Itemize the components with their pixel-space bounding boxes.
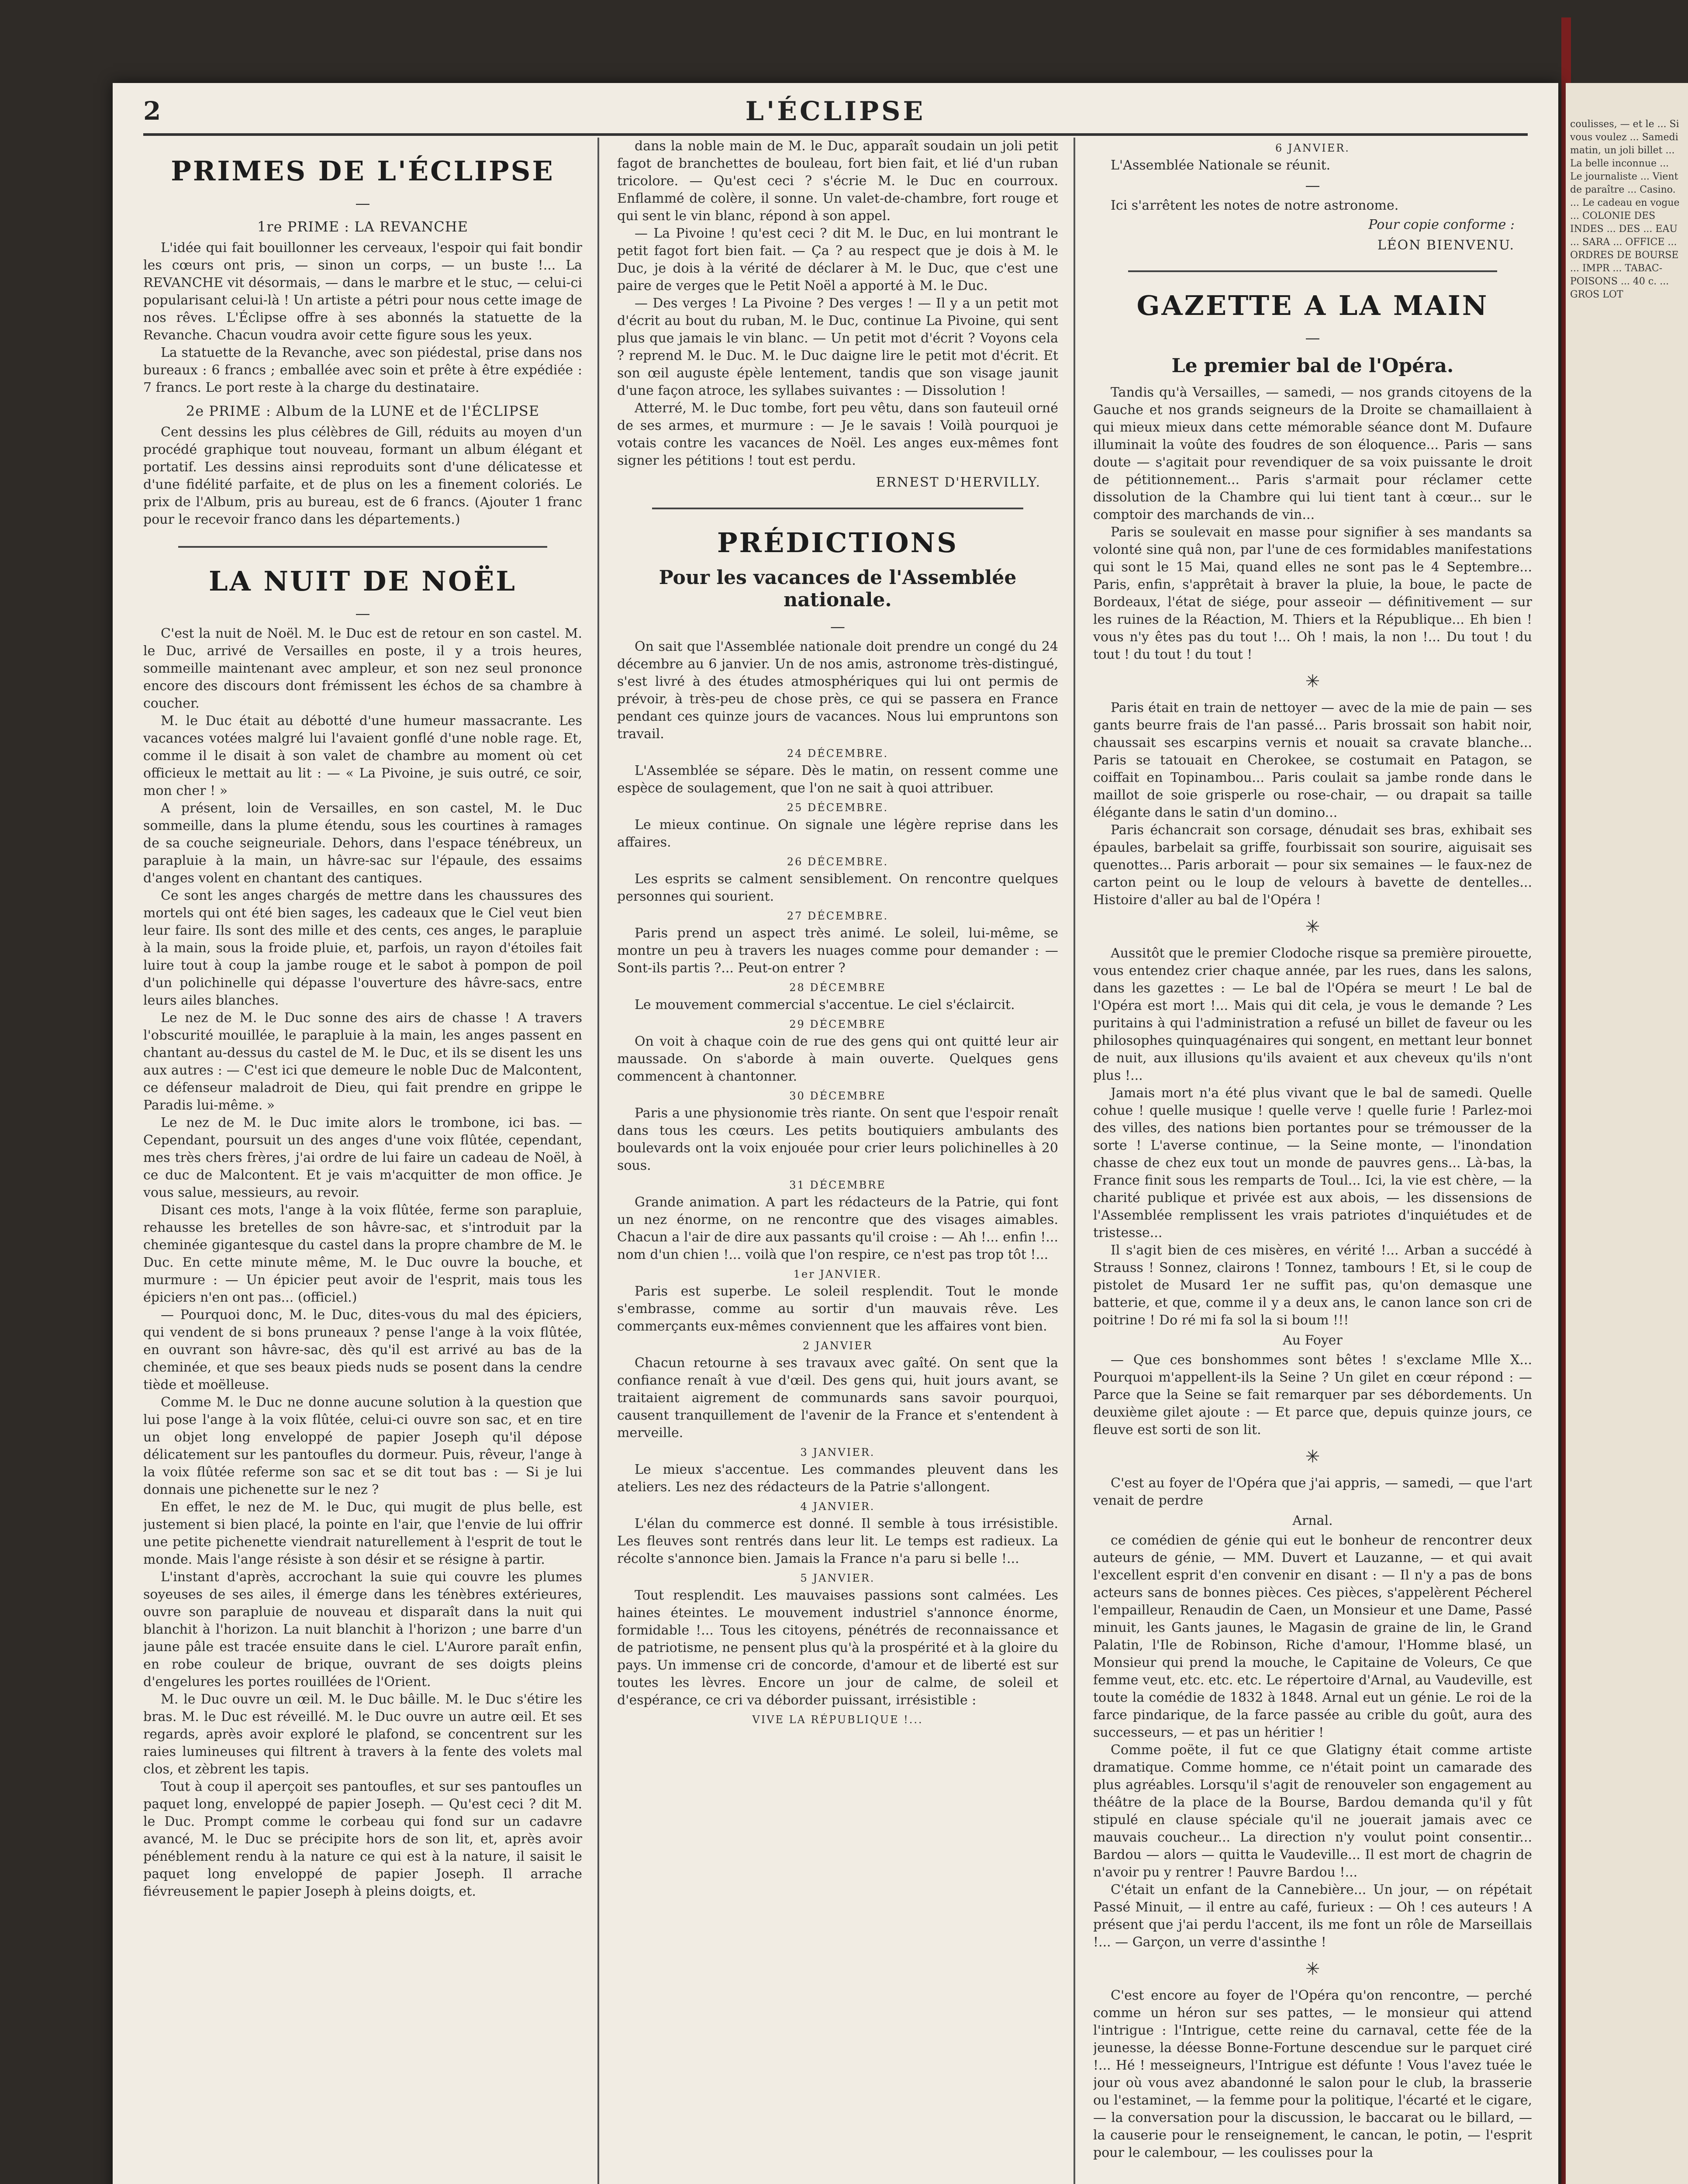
paragraph: Les esprits se calment sensiblement. On rencontre quelques personnes qui sourient. [617,871,1058,904]
paragraph: Il s'agit bien de ces misères, en vérité !... Arban a succédé à Strauss ! Sonnez, clairons ! Tonnez, tambours ! Et, si le coup de pistolet de Musard 1er ne suffit pas, qu'on demasque une batterie, et que, comme il y a deux ans, le canon lance son cri de poitrine ! Do ré mi fa sol la si boum !!! [1093,1243,1532,1328]
paragraph: — Des verges ! La Pivoine ? Des verges ! — Il y a un petit mot d'écrit au bout du ruban, M. le Duc, continue La Pivoine, qui sent plus que jamais le vin blanc. — Un petit mot d'écrit ? Voyons cela ? reprend M. le Duc. M. le Duc daigne lire le petit mot d'écrit. Et son œil auguste épèle lentement, tandis que son visage jaunit d'une façon atroce, les syllabes suivantes : — Dissolution ! [617,296,1058,398]
separator [1128,270,1497,272]
paragraph: L'idée qui fait bouillonner les cerveaux, l'espoir qui fait bondir les cœurs ont pris, — sinon un corps, — un buste !... La REVANCHE vit désormais, — dans le marbre et le stuc, — celui-ci popularisant celui-là ! Un artiste a pétri pour nous cette image de nos rêves. L'Éclipse offre à ses abonnés la statuette de la Revanche. Chacun voudra avoir cette figure sous les yeux. [143,240,582,343]
paragraph: Paris échancrait son corsage, dénudait ses bras, exhibait ses épaules, barbelait sa griffe, fourbissait son sourire, aiguisait ses quenottes... Paris arborait — pour six semaines — le faux-nez de carton peint ou le loup de velours à bavette de dentelles... Histoire d'aller au bal de l'Opéra ! [1093,822,1532,908]
signature: ERNEST D'HERVILLY. [876,475,1041,490]
paragraph: Paris a une physionomie très riante. On sent que l'espoir renaît dans tous les cœurs. Les petits boutiquiers ambulants des boulevards ont la voix enjouée pour crier leurs polichinelles à 20 sous. [617,1106,1058,1173]
paragraph: Paris était en train de nettoyer — avec de la mie de pain — ses gants beurre frais de l'an passé... Paris brossait son habit noir, chaussait ses escarpins vernis et nouait sa cravate blanche... Paris se tatouait en Cherokee, se costumait en Patagon, se coiffait en Topinambou... Paris coulait sa jambe ronde dans le maillot de soie grisperle ou rose-chair, — ou drapait sa taille élégante dans le satin d'un domino... [1093,700,1532,820]
paragraph: ce comédien de génie qui eut le bonheur de rencontrer deux auteurs de génie, — MM. Duvert et Lauzanne, — et qui avait l'excellent esprit d'en convenir en disant : — Il n'y a pas de bons acteurs sans de bonnes pièces. Ces pièces, s'appelèrent Pécherel l'empailleur, Renaudin de Caen, un Monsieur et une Dame, Passé minuit, les Gants jaunes, le Magasin de graine de lin, le Grand Palatin, l'Ile de Robinson, Riche d'amour, l'Homme blasé, un Monsieur qui prend la mouche, le Capitaine de Voleurs, Ce que femme veut, etc. etc. etc. Le répertoire d'Arnal, au Vaudeville, est toute la comédie de 1832 à 1848. Arnal eut un génie. Le roi de la farce pindarique, de la farce passée au crible du goût, aura des successeurs, — et pas un héritier ! [1093,1533,1532,1740]
date-heading: 25 DÉCEMBRE. [787,802,889,814]
dash: — [1305,329,1320,347]
paragraph: L'élan du commerce est donné. Il semble à tous irrésistible. Les fleuves sont rentrés dans leur lit. Le temps est radieux. La récolte s'annonce bien. Jamais la France n'a paru si belle !... [617,1516,1058,1566]
column-rule [597,138,599,2184]
dash: — [1305,177,1320,194]
paragraph: — Que ces bonshommes sont bêtes ! s'exclame Mlle X... Pourquoi m'appellent-ils la Seine ? Un gilet en cœur répond : — Parce que la Seine se fait remarquer par ses débordements. Un deuxième gilet ajoute : — Et parce que, depuis quinze jours, ce fleuve est sorti de son lit. [1093,1352,1532,1438]
paragraph: Tandis qu'à Versailles, — samedi, — nos grands citoyens de la Gauche et nos grands seigneurs de la Droite se chamaillaient à qui mieux mieux dans cette mémorable séance dont M. Dufaure illuminait la voûte des foudres de son éloquence... Paris — sans doute — s'agitait pour revendiquer de sa voix puissante le droit de pétitionnement... Paris s'armait pour réclamer cette dissolution de la Chambre qui lui tient tant à cœur... sur le comptoir des marchands de vin... [1093,385,1532,522]
paragraph: Tout resplendit. Les mauvaises passions sont calmées. Les haines éteintes. Le mouvement industriel s'annonce énorme, formidable !... Tous les citoyens, pénétrés de reconnaissance et de patriotisme, ne pensent plus qu'à la prospérité et à la gloire du pays. Un immense cri de concorde, d'amour et de liberté est sur toutes les lèvres. Encore un jour de calme, de soleil et d'espérance, ce cri va déborder puissant, irrésistible : [617,1588,1058,1708]
paragraph: L'instant d'après, accrochant la suie qui couvre les plumes soyeuses de ses ailes, il émerge dans les ténèbres extérieures, ouvre son parapluie de nouveau et disparaît dans la nuit qui blanchit à l'horizon. La nuit blanchit à l'horizon ; une barre d'un jaune pâle est tracée ensuite dans le ciel. L'Aurore paraît enfin, en robe couleur de brique, ouvrant de ses doigts pleins d'engelures les portes rouillées de l'Orient. [143,1569,582,1690]
paragraph: C'est au foyer de l'Opéra que j'ai appris, — samedi, — que l'art venait de perdre [1093,1476,1532,1508]
date-heading: 5 JANVIER. [800,1572,875,1584]
paragraph: C'est encore au foyer de l'Opéra qu'on rencontre, — perché comme un héron sur ses pattes, — le monsieur qui attend l'intrigue : l'Intrigue, cette reine du carnaval, cette fée de la jeunesse, la déesse Bonne-Fortune descendue sur le parquet ciré !... Hé ! messeigneurs, l'Intrigue est défunte ! Vous l'avez tuée le jour où vous avez abandonné le salon pour le club, la brasserie ou l'estaminet, — la femme pour la politique, l'écarté et le cigare, — la conversation pour la discussion, le baccarat ou le billard, — la causerie pour le renseignement, le cancan, le potin, — l'esprit pour le calembour, — les coulisses pour la [1093,1988,1532,2160]
star-divider-icon: ✳ [1305,1959,1320,1979]
signature: LÉON BIENVENU. [1377,238,1515,253]
paragraph: Paris se soulevait en masse pour signifier à ses mandants sa volonté sine quâ non, par l'une de ces formidables manifestations qui sont le 15 Mai, quand elles ne sont pas le 4 Septembre... Paris, enfin, s'apprêtait à braver la pluie, la boue, le pacte de Bordeaux, l'état de siége, pour asseoir — définitivement — sur les ruines de la Réaction, M. Thiers et la République... Eh bien ! vous n'y êtes pas du tout !... Oh ! mais, la non !... Du tout ! du tout ! du tout ! du tout ! [1093,525,1532,662]
paragraph: On sait que l'Assemblée nationale doit prendre un congé du 24 décembre au 6 janvier. Un de nos amis, astronome très-distingué, s'est livré à des études atmosphériques qui lui ont permis de prévoir, à très-peu de chose près, ce qui se passera en France pendant ces quinze jours de vacances. Nous lui empruntons son travail. [617,639,1058,742]
separator [652,508,1023,509]
paragraph: Comme poëte, il fut ce que Glatigny était comme artiste dramatique. Comme homme, ce n'était point un camarade des plus agréables. Lorsqu'il s'agit de renouveler son engagement au théâtre de la place de la Bourse, Bardou demanda qu'il y fût stipulé en clause spéciale qu'il ne jouerait jamais avec ce mauvais coucheur... La direction n'y voulut point consentir... Bardou — alors — quitta le Vaudeville... Il est mort de chagrin de n'avoir pu y rentrer ! Pauvre Bardou !... [1093,1742,1532,1880]
paragraph: Chacun retourne à ses travaux avec gaîté. On sent que la confiance renaît à vue d'œil. Des gens qui, huit jours avant, se traitaient aigrement de communards sans savoir pourquoi, causent tranquillement de l'avenir de la France et s'entendent à merveille. [617,1355,1058,1441]
date-heading: 4 JANVIER. [800,1500,875,1513]
paragraph: dans la noble main de M. le Duc, apparaît soudain un joli petit fagot de branchettes de bouleau, fort bien fait, et lié d'un ruban tricolore. — Qu'est ceci ? s'écrie M. le Duc en courroux. Enflammé de colère, il sonne. Un valet-de-chambre, fort rouge et qui sent le vin blanc, répond à son appel. [617,138,1058,224]
paragraph: Paris prend un aspect très animé. Le soleil, lui-même, se montre un peu à travers les nuages comme pour demander : — Sont-ils partis ?... Peut-on entrer ? [617,926,1058,976]
paragraph: M. le Duc était au débotté d'une humeur massacrante. Les vacances votées malgré lui l'avaient gonflé d'une noble rage. Et, comme il le disait à son valet de chambre au moment où cet officieux le mettait au lit : — « La Pivoine, je suis outré, ce soir, mon cher ! » [143,713,582,798]
paragraph: Ici s'arrêtent les notes de notre astronome. [1111,198,1399,213]
date-heading: 3 JANVIER. [800,1446,875,1458]
prime-heading: 1re PRIME : LA REVANCHE [257,218,469,235]
paragraph: A présent, loin de Versailles, en son castel, M. le Duc sommeille, dans la plume étendu, sous les courtines à ramages de sa couche seigneuriale. Dehors, dans l'espace ténébreux, un parapluie à la main, un hâvre-sac sur l'épaule, des essaims d'anges volent en chantant des cantiques. [143,801,582,886]
paragraph: Le nez de M. le Duc imite alors le trombone, ici bas. — Cependant, poursuit un des anges d'une voix flûtée, cependant, mes très chers frères, j'ai ordre de lui faire un cadeau de Noël, à ce duc de Malcontent. Et je vais m'acquitter de mon office. Je vous salue, messieurs, au revoir. [143,1115,582,1200]
prime-heading: 2e PRIME : Album de la LUNE et de l'ÉCLIPSE [186,403,540,419]
paragraph: Cent dessins les plus célèbres de Gill, réduits au moyen d'un procédé graphique tout nouveau, formant un album élégant et portatif. Les dessins ainsi reproduits sont d'une délicatesse et d'une fidélité parfaite, et de plus on les a finement coloriés. Le prix de l'Album, pris au bureau, est de 6 francs. (Ajouter 1 franc pour le recevoir franco dans les départements.) [143,425,582,527]
paragraph: L'Assemblée Nationale se réunit. [1111,158,1331,173]
column-3 [1093,138,1532,2184]
dash: — [355,195,370,212]
paragraph: — La Pivoine ! qu'est ceci ? dit M. le Duc, en lui montrant le petit fagot fort bien fait. — Ça ? au respect que je dois à M. le Duc, je dois à la vérité de déclarer à M. le Duc, que c'est une paire de verges que le Petit Noël a apporté à M. le Duc. [617,226,1058,294]
column-1 [143,138,582,2184]
paragraph: Aussitôt que le premier Clodoche risque sa première pirouette, vous entendez crier chaque année, par les rues, dans les salons, dans les gazettes : — Le bal de l'Opéra se meurt ! Le bal de l'Opéra est mort !... Mais qui dit cela, je vous le demande ? Les puritains à qui l'administration a refusé un billet de faveur ou les philosophes quinquagénaires qui songent, en mettant leur bonnet de nuit, aux illusions qu'ils avaient et aux cheveux qu'ils n'ont plus !... [1093,946,1532,1083]
paragraph: Tout à coup il aperçoit ses pantoufles, et sur ses pantoufles un paquet long, enveloppé de papier Joseph. — Qu'est ceci ? dit M. le Duc. Prompt comme le corbeau qui fond sur un cadavre avancé, M. le Duc se précipite hors de son lit, et, après avoir pénéblement rendu à la nature ce qui est à la nature, il saisit le paquet long enveloppé de papier Joseph. Il arrache fiévreusement le papier Joseph à pleins doigts, et. [143,1779,582,1899]
copy-note: Pour copie conforme : [1368,217,1515,232]
dash: — [830,618,845,636]
paragraph: C'était un enfant de la Cannebière... Un jour, — on répétait Passé Minuit, — il entre au café, furieux : — Oh ! ces auteurs ! A présent que j'ai perdu l'accent, ils me font un rôle de Marseillais !... — Garçon, un verre d'assinthe ! [1093,1882,1532,1950]
date-heading: 24 DÉCEMBRE. [787,747,889,760]
date-heading: 2 JANVIER [802,1340,873,1352]
dash: — [355,605,370,622]
page-header [143,92,1528,136]
paragraph: Le mouvement commercial s'accentue. Le ciel s'éclaircit. [635,997,1015,1013]
star-divider-icon: ✳ [1305,1447,1320,1467]
newspaper-page [113,83,1558,2184]
section-subtitle: Pour les vacances de l'Assemblée nationale. [659,567,1017,611]
date-heading: 29 DÉCEMBRE [789,1018,886,1030]
paragraph: — Pourquoi donc, M. le Duc, dites-vous du mal des épiciers, qui vendent de si bons pruneaux ? pense l'ange à la voix flûtée, en ouvrant son hâvre-sac, dès qu'il est arrivé au bas de la cheminée, et que ses beaux pieds nuds se posent dans la cendre tiède et moëlleuse. [143,1307,582,1393]
closing-cry: VIVE LA RÉPUBLIQUE !... [752,1714,923,1726]
column-rule [1074,138,1075,2184]
paragraph: On voit à chaque coin de rue des gens qui ont quitté leur air maussade. On s'aborde à main ouverte. Quelques gens commencent à chantonner. [617,1034,1058,1084]
paragraph: Ce sont les anges chargés de mettre dans les chaussures des mortels qui ont été bien sages, les cadeaux que le Ciel veut bien leur faire. Ils sont des mille et des cents, ces anges, le parapluie à la main, sous la froide pluie, et, parfois, un rayon d'étoiles fait luire tout à coup la jambe rouge et le sabot à pompon de poil d'un polichinelle qui dépasse l'ouverture des hâvre-sacs, entre leurs ailes blanches. [143,888,582,1008]
paragraph: M. le Duc ouvre un œil. M. le Duc bâille. M. le Duc s'étire les bras. M. le Duc est réveillé. M. le Duc ouvre un autre œil. Et ses regards, après avoir exploré le plafond, se concentrent sur les raies lumineuses qui filtrent à travers à la fente des volets mal clos, et zèbrent les tapis. [143,1692,582,1777]
paragraph: Atterré, M. le Duc tombe, fort peu vêtu, dans son fauteuil orné de ses armes, et murmure : — Je le savais ! Voilà pourquoi je votais contre les vacances de Noël. Les anges eux-mêmes font signer les pétitions ! tout est perdu. [617,401,1058,468]
page-number: 2 [143,96,161,126]
adjacent-page-text: coulisses, — et le ... Si vous voulez ... Samedi matin, un joli billet ... La belle inconnue ... Le journaliste ... Vient de paraître ... Casino. ... Le cadeau en vogue ... COLONIE DES INDES ... DES ... EAU ... SARA ... OFFICE ... ORDRES DE BOURSE ... IMPR ... TABAC-POISONS ... 40 c. ... GROS LOT [1570,119,1680,300]
star-divider-icon: ✳ [1305,917,1320,937]
section-title: GAZETTE A LA MAIN [1136,290,1489,321]
paragraph: Jamais mort n'a été plus vivant que le bal de samedi. Quelle cohue ! quelle musique ! quelle verve ! quelle furie ! Parlez-moi des villes, des nations bien portantes pour se trémousser de la sorte ! L'averse continue, — la Seine monte, — l'inondation chasse de chez eux tout un monde de pauvres gens... Là-bas, la France finit sous les remparts de Toul... Ici, la vie est chère, — la charité publique et privée est aux abois, — les dissensions de l'Assemblée remplissent les vrais patriotes d'inquiétudes et de tristesse... [1093,1085,1532,1241]
paragraph: Grande animation. A part les rédacteurs de la Patrie, qui font un nez énorme, on ne rencontre que des visages aimables. Chacun a l'air de dire aux passants qu'il croise : — Ah !... enfin !... nom d'un chien !... voilà que l'on respire, ce n'est pas trop tôt !... [617,1195,1058,1262]
date-heading: 27 DÉCEMBRE. [787,910,889,922]
paragraph: Paris est superbe. Le soleil resplendit. Tout le monde s'embrasse, comme au sortir d'un mauvais rêve. Les commerçants eux-mêmes conviennent que les affaires vont bien. [617,1284,1058,1334]
date-heading: 1er JANVIER. [793,1268,882,1280]
paragraph: Le mieux continue. On signale une légère reprise dans les affaires. [617,817,1058,850]
paragraph: La statuette de la Revanche, avec son piédestal, prise dans nos bureaux : 6 francs ; emballée avec soin et prête à être expédiée : 7 francs. Le port reste à la charge du destinataire. [143,345,582,395]
paragraph: En effet, le nez de M. le Duc, qui mugit de plus belle, est justement si bien placé, la pointe en l'air, que l'envie de lui offrir une petite pichenette viendrait naturellement à l'esprit de tout le monde. Mais l'ange résiste à son désir et se résigne à partir. [143,1500,582,1567]
paragraph: Le mieux s'accentue. Les commandes pleuvent dans les ateliers. Les nez des rédacteurs de la Patrie s'allongent. [617,1462,1058,1495]
subheading: Arnal. [1292,1513,1333,1528]
date-heading: 30 DÉCEMBRE [789,1090,886,1102]
section-title: PRÉDICTIONS [717,527,959,559]
section-title: LA NUIT DE NOËL [209,565,517,597]
column-2 [617,138,1058,2184]
paragraph: L'Assemblée se sépare. Dès le matin, on ressent comme une espèce de soulagement, que l'on ne sait à quoi attribuer. [617,763,1058,796]
section-title: PRIMES DE L'ÉCLIPSE [171,155,555,187]
subheading: Au Foyer [1283,1333,1343,1348]
paragraph: C'est la nuit de Noël. M. le Duc est de retour en son castel. M. le Duc, arrivé de Versailles en poste, il y a trois heures, sommeille maintenant avec ampleur, et son nez seul prononce encore des discours dont frémissent les échos de sa chambre à coucher. [143,626,582,711]
date-heading: 31 DÉCEMBRE [789,1179,886,1191]
separator [178,546,547,548]
paragraph: Le nez de M. le Duc sonne des airs de chasse ! A travers l'obscurité mouillée, le parapluie à la main, les anges passent en chantant au-dessus du castel de M. le Duc, et ils se disent les uns aux autres : — C'est ici que demeure le noble Duc de Malcontent, ce défenseur maladroit de Dieu, qui fait prendre en grippe le Paradis lui-même. » [143,1010,582,1113]
date-heading: 26 DÉCEMBRE. [787,856,889,868]
date-heading: 6 JANVIER. [1275,142,1350,154]
star-divider-icon: ✳ [1305,671,1320,691]
masthead: L'ÉCLIPSE [745,96,926,127]
paragraph: Comme M. le Duc ne donne aucune solution à la question que lui pose l'ange à la voix flûtée, celui-ci ouvre son sac, et en tire un objet long enveloppé de papier Joseph qu'il dépose délicatement sur les pantoufles du dormeur. Puis, rêveur, l'ange à la voix flûtée referme son sac et se dit tout bas : — Si je lui donnais une pichenette sur le nez ? [143,1395,582,1497]
date-heading: 28 DÉCEMBRE [789,981,886,994]
paragraph: Disant ces mots, l'ange à la voix flûtée, ferme son parapluie, rehausse les bretelles de son hâvre-sac, et s'introduit par la cheminée gigantesque du castel dans la propre chambre de M. le Duc. En cette minute même, M. le Duc ouvre la bouche, et murmure : — Un épicier peut avoir de l'esprit, mais tous les épiciers n'en ont pas... (officiel.) [143,1203,582,1305]
adjacent-page-edge [1566,83,1688,2184]
section-subtitle: Le premier bal de l'Opéra. [1171,355,1454,377]
